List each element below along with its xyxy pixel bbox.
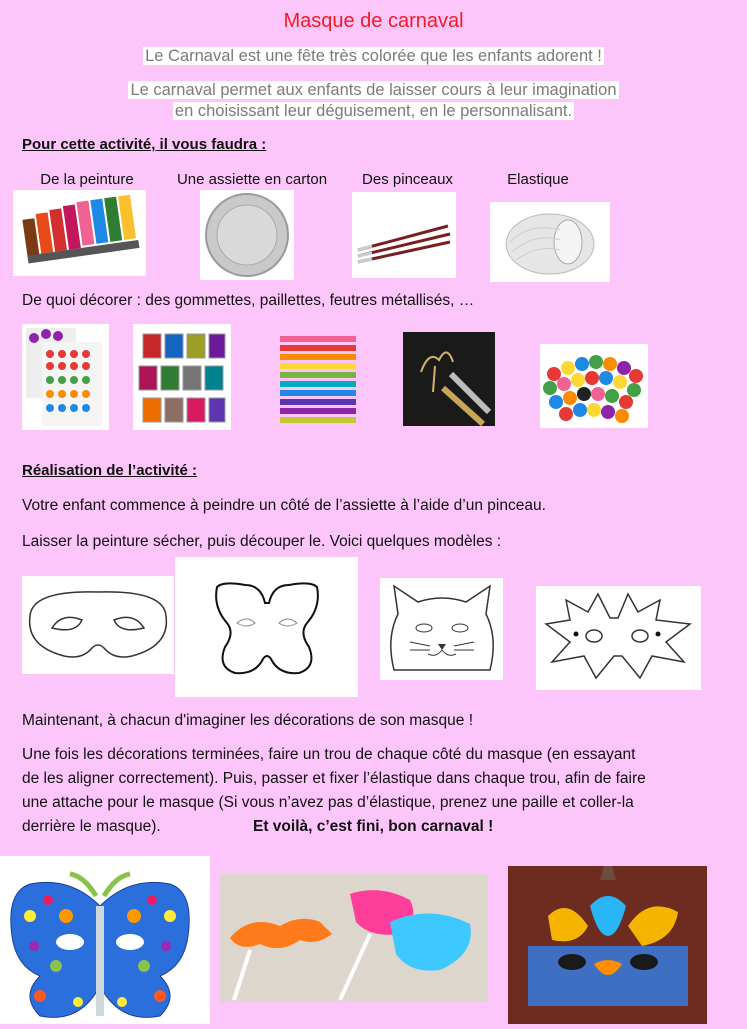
glitter-pens-image bbox=[278, 334, 358, 428]
glitter-jars-image bbox=[133, 324, 231, 430]
material-label-plate: Une assiette en carton bbox=[176, 171, 328, 188]
material-label-brushes: Des pinceaux bbox=[362, 171, 453, 188]
intro-line-1: Le Carnaval est une fête très colorée que les enfants adorent ! bbox=[145, 47, 602, 65]
mask-template-cat bbox=[380, 578, 503, 680]
mask-template-eye bbox=[22, 576, 174, 674]
pompoms-image bbox=[540, 344, 648, 428]
step-2-text: Laisser la peinture sécher, puis découper le. Voici quelques modèles : bbox=[22, 533, 502, 550]
page-title: Masque de carnaval bbox=[283, 10, 464, 32]
material-label-paint: De la peinture bbox=[40, 171, 134, 188]
step-4-line-1: Une fois les décorations terminées, faire un trou de chaque côté du masque (en essayant bbox=[22, 746, 636, 763]
finished-bird-mask-photo bbox=[508, 866, 707, 1024]
paint-tubes-image bbox=[13, 190, 146, 276]
brushes-image bbox=[352, 192, 456, 278]
stickers-image bbox=[22, 324, 109, 430]
step-4-line-2: de les aligner correctement). Puis, passer et fixer l’élastique dans chaque trou, afin de faire bbox=[22, 770, 646, 787]
paper-plate-image bbox=[200, 190, 294, 280]
elastic-spool-image bbox=[490, 202, 610, 282]
intro-line-2: Le carnaval permet aux enfants de laisser cours à leur imagination bbox=[130, 81, 617, 99]
step-4-line-4: derrière le masque). bbox=[22, 818, 161, 835]
finished-butterfly-mask-photo bbox=[0, 856, 210, 1024]
metallic-markers-image bbox=[403, 332, 495, 426]
step-3-text: Maintenant, à chacun d'imaginer les décorations de son masque ! bbox=[22, 712, 474, 729]
closing-text: Et voilà, c’est fini, bon carnaval ! bbox=[253, 818, 494, 835]
step-4-line-3: une attache pour le masque (Si vous n’avez pas d’élastique, prenez une paille et coller-la bbox=[22, 794, 634, 811]
decorations-text: De quoi décorer : des gommettes, paillettes, feutres métallisés, … bbox=[22, 292, 475, 309]
material-label-elastic: Elastique bbox=[507, 171, 569, 188]
step-1-text: Votre enfant commence à peindre un côté de l’assiette à l’aide d’un pinceau. bbox=[22, 497, 546, 514]
mask-template-butterfly bbox=[175, 557, 358, 697]
mask-template-star bbox=[536, 586, 701, 690]
materials-heading: Pour cette activité, il vous faudra : bbox=[22, 136, 267, 153]
finished-hand-masks-photo bbox=[220, 874, 488, 1002]
realisation-heading: Réalisation de l’activité : bbox=[22, 462, 198, 479]
intro-line-3: en choisissant leur déguisement, en le personnalisant. bbox=[174, 102, 573, 120]
